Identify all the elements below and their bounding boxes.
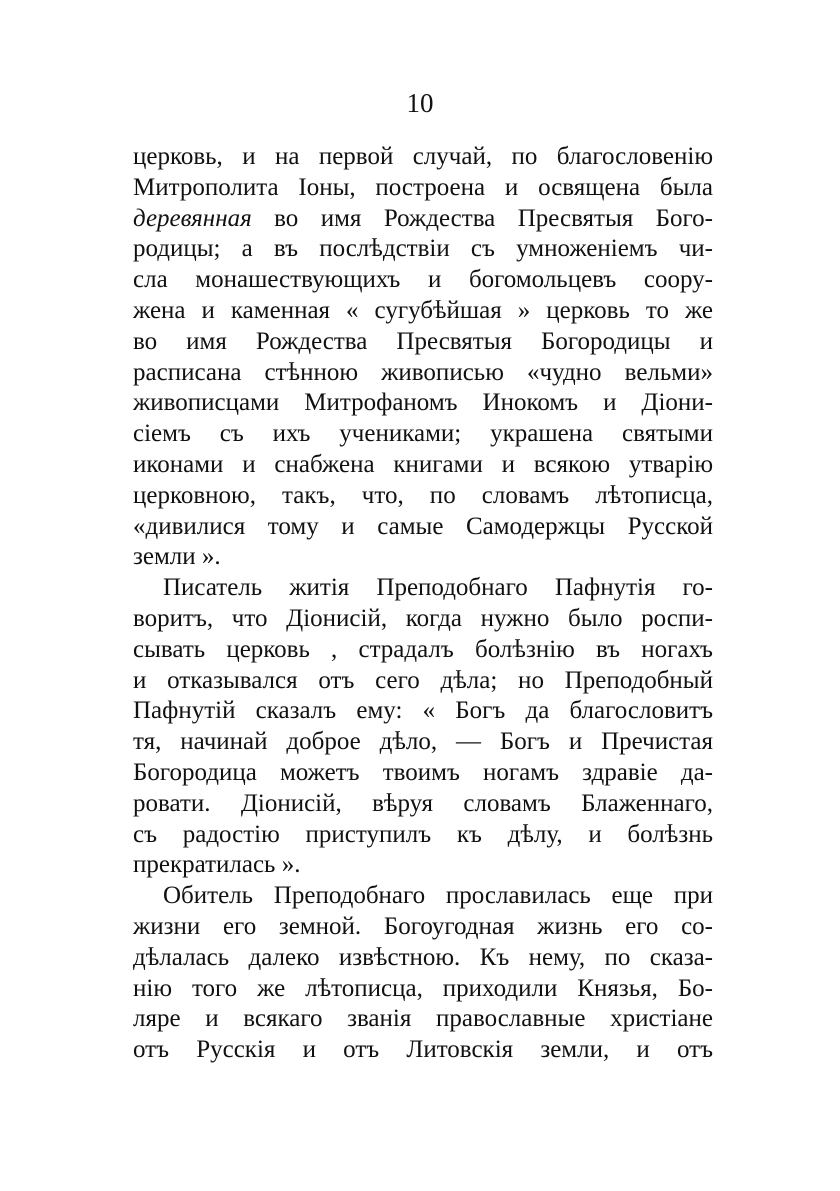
text-line: отъ Русскія и отъ Литовскія земли, и отъ xyxy=(133,1036,713,1064)
text-line: жена и каменная « сугубѣйшая » церковь то же xyxy=(133,296,713,324)
text-line: жизни его земной. Богоугодная жизнь его со- xyxy=(133,912,713,940)
text-line: иконами и снабжена книгами и всякою утварію xyxy=(133,450,713,478)
text-line: ровати. Діонисій, вѣруя словамъ Блаженнаго, xyxy=(133,789,713,817)
text-line: съ радостію приступилъ къ дѣлу, и болѣзнь xyxy=(133,820,713,848)
paragraph-3 xyxy=(133,881,713,1066)
text-line: церковною, такъ, что, по словамъ лѣтописца, xyxy=(133,481,713,509)
page-number: 10 xyxy=(406,88,434,118)
text-line: нію того же лѣтописца, приходили Князья, Бо- xyxy=(133,974,713,1002)
text-line: церковь, и на первой случай, по благословенію xyxy=(133,143,713,170)
text-line: Пафнутій сказалъ ему: « Богъ да благословитъ xyxy=(133,697,713,725)
text-line: прекратилась ». xyxy=(133,851,301,879)
text-line: тя, начинай доброе дѣло, — Богъ и Пречистая xyxy=(133,728,713,756)
text-line: живописцами Митрофаномъ Инокомъ и Діони- xyxy=(133,389,713,417)
text-line: сла монашествующихъ и богомольцевъ соору- xyxy=(133,266,713,294)
text-line: дѣлалась далеко извѣстною. Къ нему, по сказа- xyxy=(133,943,713,971)
italic-word: деревянная xyxy=(133,204,252,232)
text-line: ляре и всякаго званія православные христіане xyxy=(133,1005,713,1033)
text-line: сіемъ съ ихъ учениками; украшена святыми xyxy=(133,420,713,448)
text-line: Митрополита Іоны, построена и освящена была xyxy=(133,173,713,201)
text-line: «дивилися тому и самые Самодержцы Русской xyxy=(133,512,713,540)
text-line: воритъ, что Діонисій, когда нужно было роспи- xyxy=(133,604,713,632)
text-line: и отказывался отъ сего дѣла; но Преподобный xyxy=(133,666,713,694)
text-line: родицы; а въ послѣдствіи съ умноженіемъ чи- xyxy=(133,235,713,263)
text-line: Богородица можетъ твоимъ ногамъ здравіе да- xyxy=(133,758,713,786)
text-line: земли ». xyxy=(133,543,221,571)
paragraph-1 xyxy=(133,142,713,573)
text-line xyxy=(133,204,713,235)
text-line: во имя Рождества Пресвятыя Богородицы и xyxy=(133,327,713,355)
page-body xyxy=(133,142,713,1066)
line-text: во имя Рождества Пресвятыя Бого- xyxy=(274,204,713,232)
text-line: Писатель житія Преподобнаго Пафнутія го- xyxy=(163,574,713,602)
text-line: Обитель Преподобнаго прославилась еще при xyxy=(163,882,713,910)
paragraph-2 xyxy=(133,573,713,881)
text-line: расписана стѣнною живописью «чудно вельми» xyxy=(133,358,713,386)
text-line: сывать церковь , страдалъ болѣзнію въ ногахъ xyxy=(133,635,713,663)
